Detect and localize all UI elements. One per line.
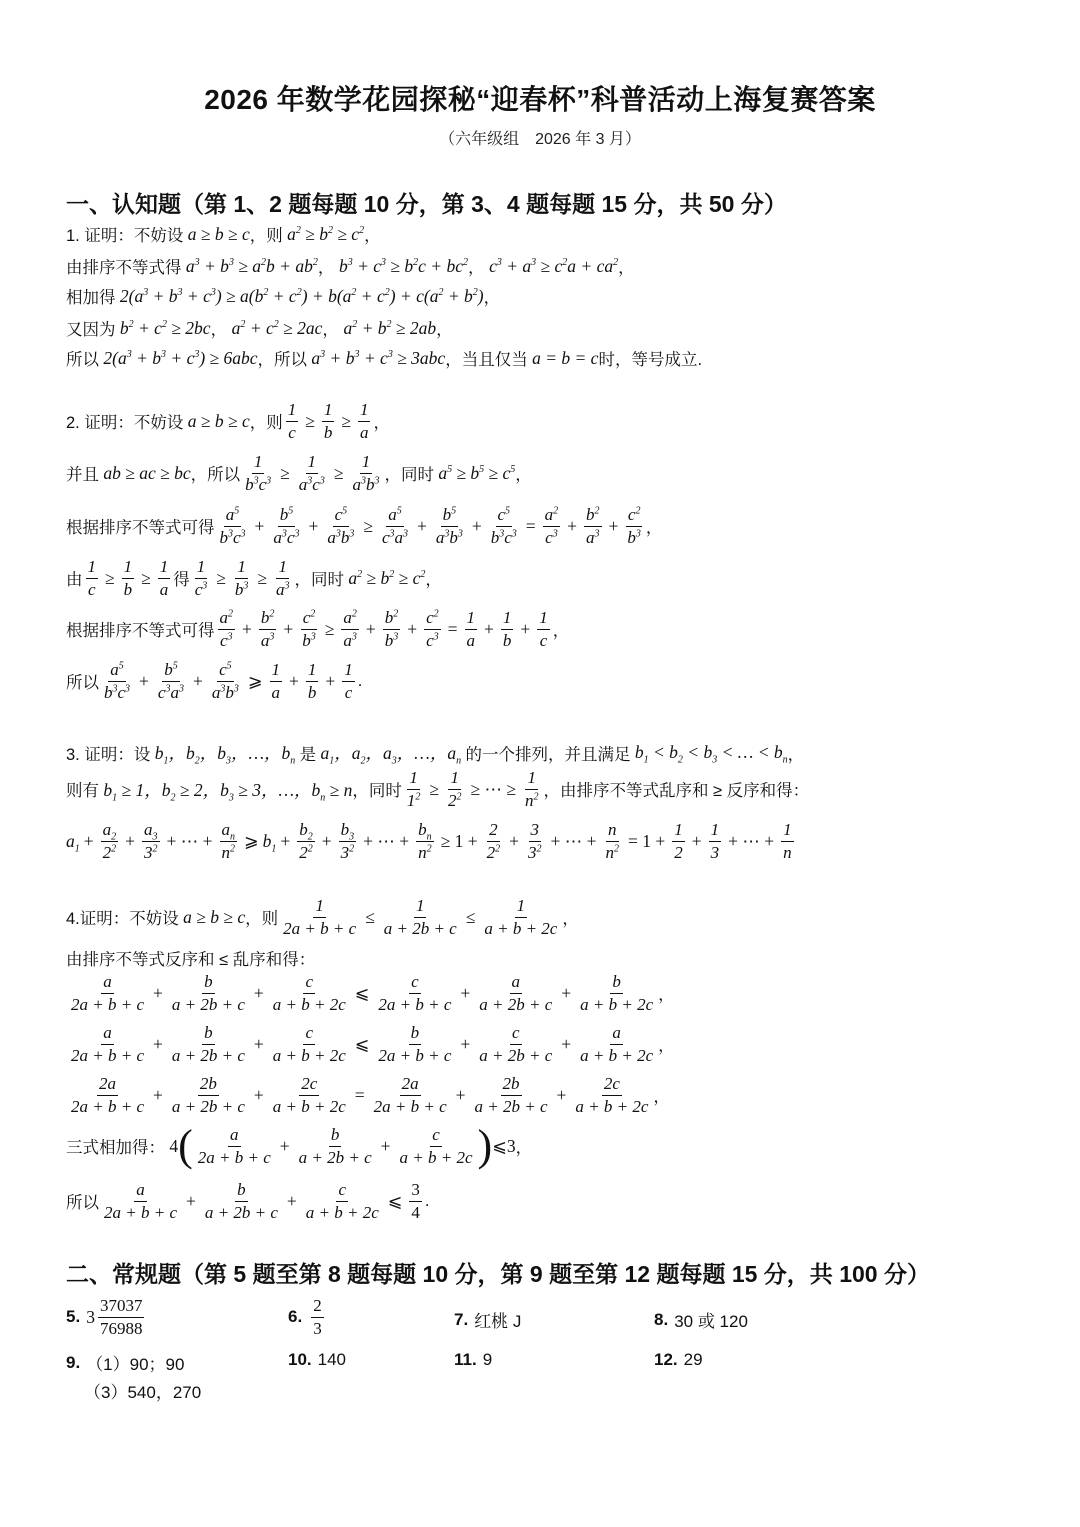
p2-line-2: 并且 ab ≥ ac ≥ bc ，所以 $\frac{1}{b^3c^3}$ ≥ $\frac{1}{a^3c^3}$ ≥ $\frac{1}{a^3b^3}$ ，同时 $a^5 \ge b^5 \ge c^5$ ， (66, 452, 532, 494)
p2-line-5: 根据排序不等式可得 $\frac{a^2}{c^3}$ + $\frac{b^2}{a^3}$ + $\frac{c^2}{b^3}$ ≥ $\frac{a^2}{a^3}$ + $\frac{b^2}{b^3}$ + $\frac{c^2}{c^3}$ = $\frac{1}{a}$ + $\frac{1}{b}$ + $\frac{1}{c}$ ， (66, 608, 570, 650)
p1-line-4: 又因为 $b^2 + c^2 \ge 2bc$ ， $a^2 + c^2 \ge 2ac$ ， $a^2 + b^2 \ge 2ab$ ， (66, 317, 453, 339)
answer-8: 8. 30 或 120 (654, 1309, 748, 1331)
p4-line-3: $\frac{a}{2a + b + c}$ + $\frac{b}{a + 2b + c}$ + $\frac{c}{a + b + 2c}$ ⩽ $\frac{c}{2a + b + c}$ + $\frac{a}{a + 2b + c}$ + $\frac{b}{a + b + 2c}$ ， (71, 972, 675, 1014)
answer-9: 9. （1）90；90 (66, 1352, 185, 1374)
answer-5: 5. 3 $\frac{37037}{76988}$ (66, 1296, 143, 1338)
p1-line-3: 相加得 $2(a^3 + b^3 + c^3) \ge a(b^2 + c^2) + b(a^2 + c^2) + c(a^2 + b^2)$ ， (66, 285, 501, 307)
answer-7: 7. 红桃 J (454, 1309, 522, 1331)
p2-line-6: 所以 $\frac{a^5}{b^3c^3}$ + $\frac{b^5}{c^3a^3}$ + $\frac{c^5}{a^3b^3}$ ⩾ $\frac{1}{a}$ + $\frac{1}{b}$ + $\frac{1}{c}$ . (66, 660, 363, 702)
answer-12: 12. 29 (654, 1350, 703, 1369)
section-1-heading: 一、认知题（第 1、2 题每题 10 分，第 3、4 题每题 15 分，共 50 分） (66, 191, 787, 217)
p3-line-3: $a_1$ + $\frac{a_2}{2^2}$ + $\frac{a_3}{3^2}$ + ⋯ + $\frac{a_n}{n^2}$ ⩾ $b_1$ + $\frac{b_2}{2^2}$ + $\frac{b_3}{3^2}$ + ⋯ + $\frac{b_n}{n^2}$ ≥ 1 + $\frac{2}{2^2}$ + $\frac{3}{3^2}$ + ⋯ + $\frac{n}{n^2}$ = 1 + $\frac{1}{2}$ + $\frac{1}{3}$ + ⋯ + $\frac{1}{n}$ (66, 820, 792, 862)
p1-line-1: 1. 证明：不妨设 a ≥ b ≥ c ，则 $a^2 \ge b^2 \ge c^2$ ， (66, 223, 381, 245)
answer-9-part-3: （3）540，270 (84, 1383, 202, 1402)
p3-line-1: 3. 证明：设 $b_1$，$b_2$，$b_3$，…，$b_n$ 是 $a_1$，$a_2$，$a_3$，…，$a_n$ 的一个排列，并且满足 $b_1 < b_2 < b_3$ < … < $b_n$ ， (66, 742, 805, 767)
p4-line-7: 所以 $\frac{a}{2a + b + c}$ + $\frac{b}{a + 2b + c}$ + $\frac{c}{a + b + 2c}$ ⩽ $\frac{3}{4}$ . (66, 1180, 430, 1222)
p4-line-5: $\frac{2a}{2a + b + c}$ + $\frac{2b}{a + 2b + c}$ + $\frac{2c}{a + b + 2c}$ = $\frac{2a}{2a + b + c}$ + $\frac{2b}{a + 2b + c}$ + $\frac{2c}{a + b + 2c}$ ， (71, 1074, 670, 1116)
p1-line-2: 由排序不等式得 $a^3 + b^3 \ge a^2b + ab^2$ ， $b^3 + c^3 \ge b^2c + bc^2$ ， $c^3 + a^3 \ge c^2a + ca^2$ ， (66, 255, 635, 277)
p4-line-1: 4.证明：不妨设 a ≥ b ≥ c ，则 $\frac{1}{2a + b + c}$ ≤ $\frac{1}{a + 2b + c}$ ≤ $\frac{1}{a + b + 2c}$ ， (66, 896, 579, 938)
p4-line-2: 由排序不等式反序和 ≤ 乱序和得： (66, 951, 316, 969)
section-2-heading: 二、常规题（第 5 题至第 8 题每题 10 分，第 9 题至第 12 题每题 15 分，共 100 分） (66, 1261, 930, 1287)
page-title: 2026 年数学花园探秘“迎春杯”科普活动上海复赛答案 (204, 84, 876, 115)
page-subtitle: （六年级组 2026 年 3 月） (439, 131, 641, 148)
p2-line-4: 由 $\frac{1}{c}$ ≥ $\frac{1}{b}$ ≥ $\frac{1}{a}$ 得 $\frac{1}{c^3}$ ≥ $\frac{1}{b^3}$ ≥ $\frac{1}{a^3}$ ，同时 $a^2 \ge b^2 \ge c^2$ ， (66, 557, 442, 599)
answer-11: 11. 9 (454, 1350, 493, 1369)
p2-line-3: 根据排序不等式可得 $\frac{a^5}{b^3c^3}$ + $\frac{b^5}{a^3c^3}$ + $\frac{c^5}{a^3b^3}$ ≥ $\frac{a^5}{c^3a^3}$ + $\frac{b^5}{a^3b^3}$ + $\frac{c^5}{b^3c^3}$ = $\frac{a^2}{c^3}$ + $\frac{b^2}{a^3}$ + $\frac{c^2}{b^3}$ ， (66, 505, 663, 547)
p4-line-6: 三式相加得： 4 ( $\frac{a}{2a + b + c}$ + $\frac{b}{a + 2b + c}$ + $\frac{c}{a + b + 2c}$ ) ⩽3 ， (66, 1121, 533, 1170)
answer-6: 6. $\frac{2}{3}$ (288, 1296, 322, 1338)
p1-line-5: 所以 $2(a^3 + b^3 + c^3) \ge 6abc$ ，所以 $a^3 + b^3 + c^3 \ge 3abc$ ，当且仅当 a = b = c 时，等号成立. (66, 347, 703, 369)
p4-line-4: $\frac{a}{2a + b + c}$ + $\frac{b}{a + 2b + c}$ + $\frac{c}{a + b + 2c}$ ⩽ $\frac{b}{2a + b + c}$ + $\frac{c}{a + 2b + c}$ + $\frac{a}{a + b + 2c}$ ， (71, 1023, 675, 1065)
p3-line-2: 则有 $b_1 \ge 1$，$b_2 \ge 2$，$b_3 \ge 3$，…，$b_n \ge n$ ，同时 $\frac{1}{1^2}$ ≥ $\frac{1}{2^2}$ ≥ ⋯ ≥ $\frac{1}{n^2}$ ，由排序不等式乱序和 ≥ 反序和得： (66, 768, 810, 810)
answer-10: 10. 140 (288, 1350, 347, 1369)
p2-line-1: 2. 证明：不妨设 a ≥ b ≥ c ，则 $\frac{1}{c}$ ≥ $\frac{1}{b}$ ≥ $\frac{1}{a}$ ， (66, 400, 390, 442)
